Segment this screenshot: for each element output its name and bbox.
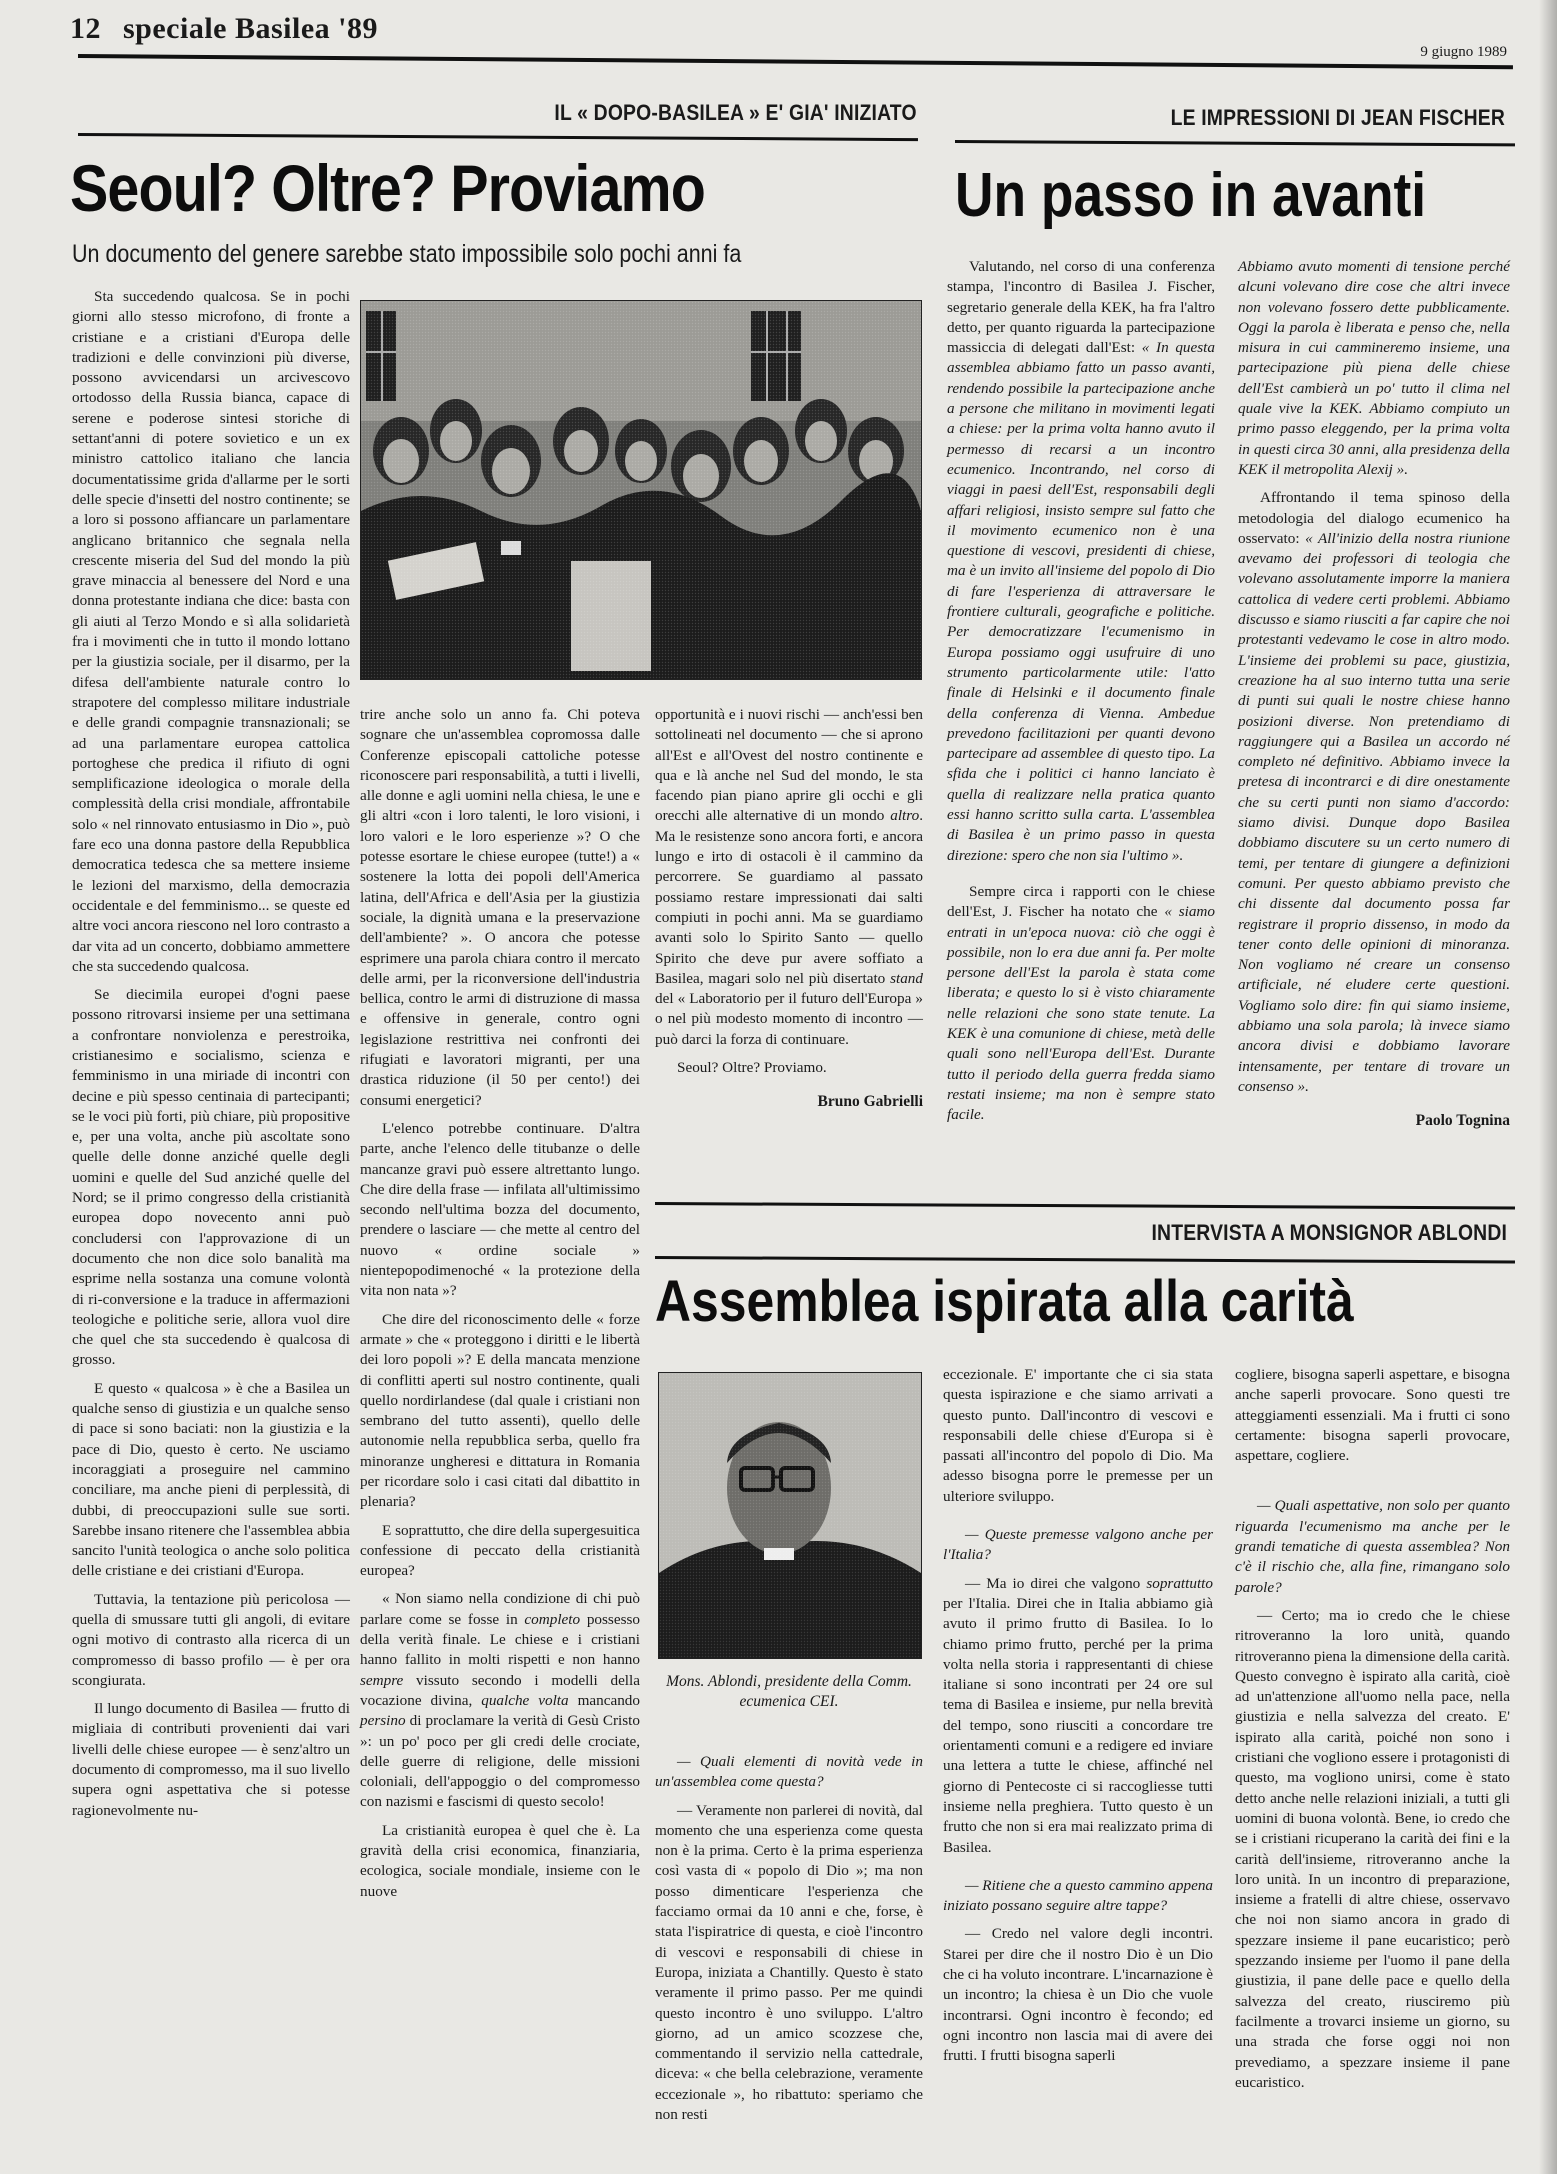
text: . Ma le resistenze sono ancora forti, e ancora lungo e irto di ostacoli è il cammino da percorrere. Se guardiamo al passato possiamo restare impressionati dai salti compiuti in pochi anni. Ma se guardiamo avanti solo lo Spirito Santo — quello Spirito che deve pur avere soffiato a Basilea, magari solo nel più disertato [655, 807, 923, 987]
quote: « In questa assemblea abbiamo fatto un passo avanti, rendendo possibile la partecipazione anche a persone che militano in movimenti legati a chiese: per la prima volta hanno avuto il permesso di recarsi a un incontro ecumenico. Incontrando, nel corso di viaggi in paesi dell'Est, responsabili degli affari religiosi, insisto sempre sul fatto che il movimento ecumenico non è una questione di vescovi, presidenti di chiese, ma è un invito all'insieme del popolo di Dio di fare l'esperienza di attraversare le frontiere culturali, geografiche e politiche. Per democratizzare l'ecumenismo in Europa possiamo oggi usufruire di uno strumento particolarmente utile: l'atto finale di Helsinki e il documento finale della conferenza di Vienna. Ambedue prevedono facilitazioni per quanti devono partecipare ad assemblee di questo tipo. La sfida che i politici ci hanno lanciato è quella di realizzare nella pratica quanto essi hanno scritto sulla carta. L'assemblea di Basilea è un primo passo in questa direzione: spero che non sia l'ultimo ». [947, 339, 1215, 864]
interview-answer: — Certo; ma io credo che le chiese ritroveranno la loro unità, quando ritroveranno piena la dimensione della carità. Questo convegno è ispirato alla carità, cioè ad un'attenzione all'uomo nella pace, nella giustizia e nella salvezza del creato. E' ispirato alla carità, poiché non sono i cristiani che vogliono essere i protagonisti di questo, ma vogliono unirsi, come è stato detto anche nelle relazioni iniziali, a tutti gli uomini di buona volontà. Bene, io credo che se i cristiani ricuperano la carità dei fini e la carità dell'insieme, ritroveranno anche la loro unità. In un incontro di preparazione, insieme a fratelli di altre chiese, osservavo che noi non siamo ancora in grado di spezzare insieme il pane eucaristico; però spezzando insieme per l'uomo il pane della giustizia, il pane delle pace e quello della salvezza del creato, riusciremo più facilmente a trovarci insieme un giorno, su una strada che forse oggi noi non prevediamo, a spezzare insieme il pane eucaristico. [1235, 1606, 1510, 2091]
quote: « siamo entrati in un'epoca nuova: ciò che oggi è possibile, non lo era due anni fa. Per molte persone dell'Est la parola è stata come liberata; e questo lo si è visto chiaramente nelle relazioni che sono state tenute. La KEK è una comunione di chiese, metà delle quali sono nell'Europa dell'Est. Durante tutto il periodo della guerra fredda siamo restati insieme; ma non è sempre stato facile. [947, 903, 1215, 1124]
paragraph: Tuttavia, la tentazione più pericolosa — quella di smussare tutti gli angoli, di evitare ogni motivo di contrasto alla ricerca di un compromesso di basso profilo — è per ora scongiurata. [72, 1590, 350, 1689]
paragraph [1238, 488, 1510, 1097]
issue-date: 9 giugno 1989 [1420, 44, 1507, 60]
delegates-photo [360, 300, 922, 680]
article2-title: Un passo in avanti [955, 161, 1427, 230]
quote: « All'inizio della nostra riunione avevamo dei professori di teologia che volevano assolutamente imporre la maniera cattolica di vedere certi problemi. Abbiamo discusso e siamo riusciti a far capire che noi protestanti vedevamo le cose in altro modo. L'insieme dei problemi su pace, giustizia, creazione ha al suo interno tutta una serie di punti sui quali le nostre chiese hanno posizioni diverse. Non pretendiamo di raggiungere qui a Basilea un accordo né completo né definitivo. Abbiamo invece la pretesa di incontrarci e di dire onestamente che su certi punti non siamo d'accordo: siamo divisi. Dunque dopo Basilea dobbiamo discutere su un certo numero di temi, per tentare di giungere a definizioni comuni. Per questo abbiamo previsto che chi dissente dal documento possa far registrare il proprio dissenso, in modo da tener conto delle opinioni di minoranza. Non vogliamo né creare un consenso artificiale, né eludere certe questioni. Vogliamo solo dire: fin qui siamo insieme, abbiamo una sola parola; là invece siamo ancora divisi e dobbiamo lavorare intensamente, per tentare di trovare un consenso ». [1238, 529, 1510, 1095]
interview-question: — Queste premesse valgono anche per l'Italia? [943, 1526, 1213, 1564]
text: « Non siamo nella condizione di chi può parlare come se fosse in [360, 1590, 640, 1628]
quote-paragraph [360, 1589, 640, 1812]
paragraph: La cristianità europea è quel che è. La gravità della crisi economica, finanziaria, ecologica, sociale mondiale, insieme con le nuove [360, 1821, 640, 1900]
text: Sempre circa i rapporti con le chiese dell'Est, J. Fischer ha notato che [947, 882, 1215, 921]
text: di proclamare la verità di Gesù Cristo »: un po' poco per gli credi delle crociate, delle guerre di religione, delle missioni coloniali, dell'appoggio o del compromesso con nazismi e fascismi di questo secolo! [360, 1712, 640, 1811]
text: vissuto secondo i modelli della vocazione divina, [360, 1671, 640, 1709]
paragraph: L'elenco potrebbe continuare. D'altra parte, anche l'elenco delle titubanze o delle mancanze gravi può essere altrettanto lungo. Che dire della frase — infilata all'ultimissimo secondo nell'ultima bozza del documento, prendere o lasciare — che mette al centro del nuovo « ordine sociale » nientepopodimenoché « la protezione della vita non nata »? [360, 1119, 640, 1300]
text: del « Laboratorio per il futuro dell'Europa » o nel più modesto momento di incontro — può darci la forza di continuare. [655, 990, 923, 1048]
paragraph: trire anche solo un anno fa. Chi poteva sognare che un'assemblea copromossa dalle Conferenze episcopali cattoliche potesse riconoscere pari responsabilità, a tutti i livelli, alle donne e agli uomini nella chiesa, le une e gli altri «con i loro talenti, le loro visioni, i loro valori e le loro esperienze »? O che potesse esortare le chiese europee (tutte!) a « sostenere la lotta dei popoli dell'America latina, dell'Africa e dell'Asia per la giustizia sociale, la dignità umana e la preservazione dell'ambiente? ». O ancora che potesse esprimere una parola chiara contro il mercato delle armi, per la riconversione dell'industria bellica, contro le armi di distruzione di massa e offensive in generale, contro ogni legislazione restrittiva nei confronti dei rifugiati e lavoratori migranti, per una drastica riduzione (il 50 per cento!) dei consumi energetici? [360, 706, 640, 1109]
paragraph: Il lungo documento di Basilea — frutto di migliaia di contributi provenienti dai vari livelli delle chiese europee — è senz'altro un documento di compromesso, ma il suo livello supera ogni aspettativa che si potesse ragionevolmente nu- [72, 1700, 350, 1819]
article3-title: Assemblea ispirata alla carità [655, 1269, 1354, 1334]
closing-line: Seoul? Oltre? Proviamo. [677, 1059, 827, 1077]
paragraph: Sta succedendo qualcosa. Se in pochi giorni allo stesso microfono, di fronte a cristiane e a cristiani d'Europa delle tradizioni e delle convinzioni più diverse, possono avvicendarsi un arcivescovo ortodosso della Russia bianca, capace di serene e poderose sintesi storiche di settant'anni di potere sovietico e un ex ministro cattolico italiano che lancia documentatissime grida d'allarme per le sorti delle specie d'insetti del nostro continente; se a loro si possono affiancare un parlamentare anglicano britannico che segnala nella crescente miseria del Sud del mondo la più grave minaccia al benessere del Nord e una donna protestante indiana che dice: basta con gli aiuti al Terzo Mondo e sì alla solidarietà fra i movimenti che in tutto il mondo lottano per la giustizia sociale, per il disarmo, per la difesa dell'ambiente naturale contro lo strapotere del complesso militare industriale e delle grandi compagnie transnazionali; se ad una parlamentare europea cattolica portoghese che predica il rifiuto di ogni semplificazione ideologica o morale della complessità della crisi mondiale, affrontabile solo « nel rinnovato entusiasmo in Dio », può fare eco una donna pastore della Repubblica democratica tedesca che sa mettere insieme le lezioni del marxismo, della democrazia occidentale e del femminismo... se queste ed altre voci ancora riescono nel loro contrasto a dar vita ad un concerto, dobbiamo ammettere che sta succedendo qualcosa. [72, 288, 350, 975]
interview-answer [943, 1574, 1213, 1858]
interview-answer: cogliere, bisogna saperli aspettare, e bisogna anche saperli provocare. Sono questi tre atteggiamenti essenziali. Ma i frutti ci sono certamente: bisogna saperli provocare, aspettare, cogliere. [1235, 1366, 1510, 1465]
photo-caption: Mons. Ablondi, presidente della Comm. ecumenica CEI. [666, 1673, 912, 1710]
text: opportunità e i nuovi rischi — anch'essi ben sottolineati nel documento — che si aprono all'Est e all'Ovest del nostro continente e qua e là anche nel Sud del mondo, le sta facendo pian piano aprire gli occhi e gli orecchi alle alternative di un mondo [655, 706, 923, 825]
interview-answer: — Credo nel valore degli incontri. Starei per dire che il nostro Dio è un Dio che ci ha voluto incontrare. L'incarnazione è un incontro; la chiesa è un Dio che vuole incontrarsi. Ogni incontro è fecondo; ed ogni incontro non lascia mai di avere dei frutti. I frutti bisogna saperli [943, 1925, 1213, 2065]
article1-column-2 [360, 705, 640, 1910]
paragraph: E questo « qualcosa » è che a Basilea un qualche senso di giustizia e un qualche senso di pace si sono baciati: non la giustizia e la pace di Dio, questo è certo. Ne usciamo incoraggiati a proseguire nel cammino conciliare, ma anche pieni di perplessità, di dubbi, di preoccupazioni sulle sue sorti. Sarebbe insano ritenere che l'assemblea abbia sancito l'unità teologica o anche solo politica delle cristiane e dei cristiani d'Europa. [72, 1379, 350, 1580]
paragraph: Se diecimila europei d'ogni paese possono ritrovarsi insieme per una settimana a confrontare nonviolenza e perestroika, cristianesimo e socialismo, scienza e femminismo in una miriade di incontri con decine e più spesso centinaia di partecipanti; se le voci più forti, più chiare, più propositive e, per una volta, anche più ascoltate sono quelle delle donne anziché quelle degli uomini e quelle del Sud anziché quelle del Nord; se il primo congresso della cristianità europea dopo novecento anni può concludersi con l'approvazione di un documento che non dice solo banalità ma esprime nella sostanza una comune volontà di ri-conversione e la traduce in affermazioni teologiche e politiche serie, allora vuol dire che quel che sta succedendo è qualcosa di grosso. [72, 986, 350, 1369]
emphasis: sempre [360, 1671, 404, 1689]
emphasis: soprattutto [1146, 1574, 1213, 1592]
divider [955, 140, 1515, 146]
article3-kicker: INTERVISTA A MONSIGNOR ABLONDI [1151, 1220, 1507, 1245]
emphasis: stand [890, 969, 923, 987]
interview-question: — Quali aspettative, non solo per quanto riguarda l'ecumenismo ma anche per le grandi tematiche di questa assemblea? Non c'è il rischio che, alla fine, rimangano solo parole? [1235, 1497, 1510, 1596]
quote-paragraph: Abbiamo avuto momenti di tensione perché alcuni volevano dire cose che altri invece non volevano fossero dette pubblicamente. Oggi la parola è liberata e penso che, nella misura in cui cammineremo insieme, una partecipazione più piena delle chiese dell'Est cambierà un po' tutto il clima nel quale vive la KEK. Abbiamo compiuto un primo passo eleggendo, per la prima volta in questi circa 30 anni, alla presidenza della KEK il metropolita Alexij ». [1238, 258, 1510, 478]
paragraph [947, 882, 1215, 1126]
portrait-illustration [659, 1373, 921, 1658]
text: Valutando, nel corso di una conferenza stampa, l'incontro di Basilea J. Fischer, segretario generale della KEK, ha fra l'altro detto, per quanto riguarda la partecipazione massiccia di delegati dall'Est: [947, 258, 1215, 357]
interview-answer: eccezionale. E' importante che ci sia stata questa ispirazione e che siamo arrivati a questo punto. Dall'incontro di vescovi e responsabili delle chiese d'Europa si è passati all'incontro del popolo di Dio. Ma adesso bisogna porre le premesse per un ulteriore sviluppo. [943, 1366, 1213, 1505]
page-edge-shadow [1539, 0, 1557, 2174]
article1-author: Bruno Gabrielli [817, 1093, 923, 1111]
article3-column-1 [655, 1672, 923, 2133]
article3-column-2 [943, 1365, 1213, 2075]
article1-kicker: IL « DOPO-BASILEA » E' GIA' INIZIATO [554, 100, 917, 125]
paragraph: Che dire del riconoscimento delle « forze armate » che « proteggono i diritti e le libertà dei loro popoli »? E della mancata menzione di conflitti aperti sul nostro continente, quali quello nordirlandese (dal quale i cristiani non sembrano del tutto assenti), quello delle autonomie nella repubblica serba, quello fra minoranze ungheresi e dittatura in Romania per ricordare solo i casi citati dal dibattito in plenaria? [360, 1310, 640, 1511]
text: — Ma io direi che valgono [965, 1574, 1147, 1592]
emphasis: persino [360, 1712, 406, 1730]
text: possesso della verità finale. Le chiese e i cristiani hanno fallito in molti rispetti e non hanno [360, 1610, 640, 1669]
emphasis: completo [524, 1610, 581, 1628]
paragraph [655, 705, 923, 1050]
page-number: 12 [70, 12, 101, 45]
text: mancando [568, 1691, 640, 1709]
article3-column-3 [1235, 1365, 1510, 2101]
article2-column-1 [947, 257, 1215, 1133]
page-header [70, 12, 378, 46]
photo-illustration [361, 301, 921, 679]
article2-kicker: LE IMPRESSIONI DI JEAN FISCHER [1170, 105, 1505, 130]
interview-question: — Ritiene che a questo cammino appena iniziato possano seguire altre tappe? [943, 1876, 1214, 1915]
paragraph [947, 257, 1215, 866]
ablondi-portrait [658, 1372, 922, 1659]
section-title: speciale Basilea '89 [123, 12, 378, 45]
divider [655, 1256, 1515, 1264]
divider [78, 133, 918, 141]
divider [655, 1202, 1515, 1210]
header-rule [78, 54, 1513, 69]
interview-answer: — Veramente non parlerei di novità, dal momento che una esperienza come questa non è la prima. Certo è la prima esperienza così vasta di « popolo di Dio »; ma non posso dimenticare l'esperienza che facciamo ormai da 10 anni e che, forse, è stata l'ispiratrice di questa, e cioè l'incontro di vescovi e responsabili di chiese in Europa, iniziata a Chantilly. Questo è stato veramente il primo passo. Per me quindi questo incontro è uno sviluppo. L'altro giorno, ad un amico scozzese che, commentando il servizio nella cattedrale, diceva: « che bella celebrazione, veramente eccezionale », ho ribattuto: speriamo che non resti [655, 1801, 923, 2124]
article2-column-2 [1238, 257, 1510, 1131]
text: Affrontando il tema spinoso della metodologia del dialogo ecumenico ha osservato: [1238, 489, 1510, 547]
article1-subtitle: Un documento del genere sarebbe stato impossibile solo pochi anni fa [72, 240, 742, 268]
article1-title: Seoul? Oltre? Proviamo [70, 151, 705, 225]
article1-column-3 [655, 705, 923, 1113]
text: per l'Italia. Direi che in Italia abbiamo già avuto il primo frutto di Basilea. Io lo chiamo primo frutto, perché per la prima volta nella storia i rappresentanti di chiese italiane si sono incontrati per 24 ore sul tema di Basilea e insieme, pur nella brevità del tempo, sono riusciti a concordare tre orientamenti comuni e a redigere ed inviare una lettera a tutte le chiese, affinché nel giorno di Pentecoste ci si raccogliesse tutti insieme nella preghiera. Tutto questo è un frutto che non si era mai realizzato prima di Basilea. [943, 1594, 1213, 1856]
interview-question: — Quali elementi di novità vede in un'assemblea come questa? [655, 1753, 923, 1791]
paragraph: E soprattutto, che dire della supergesuitica confessione di peccato della cristianità europea? [360, 1521, 640, 1580]
article2-author: Paolo Tognina [1415, 1112, 1510, 1130]
emphasis: qualche volta [481, 1691, 569, 1709]
emphasis: altro [890, 807, 920, 825]
article1-column-1 [72, 287, 350, 1829]
